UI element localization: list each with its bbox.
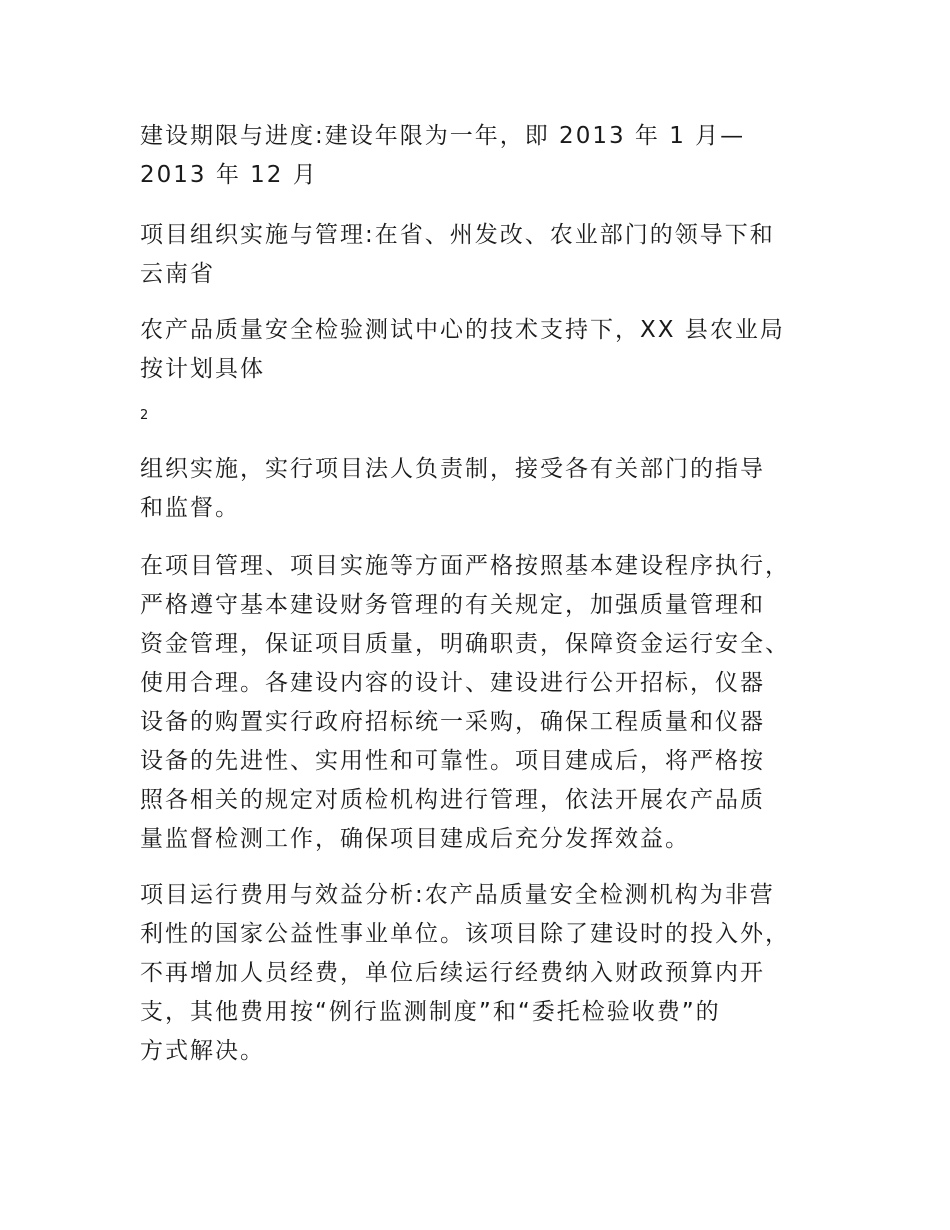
paragraph-line: 2013 年 12 月	[140, 162, 318, 188]
paragraph-line: 设备的先进性、实用性和可靠性。项目建成后，将严格按	[140, 748, 765, 774]
paragraph-line: 方式解决。	[140, 1038, 265, 1064]
paragraph-line: 不再增加人员经费，单位后续运行经费纳入财政预算内开	[140, 960, 765, 986]
paragraph-line: 组织实施，实行项目法人负责制，接受各有关部门的指导	[140, 456, 765, 482]
paragraph-line: 建设期限与进度:建设年限为一年，即 2013 年 1 月—	[140, 123, 746, 149]
paragraph-line: 云南省	[140, 261, 215, 287]
paragraph-line: 使用合理。各建设内容的设计、建设进行公开招标，仪器	[140, 670, 765, 696]
paragraph-line: 在项目管理、项目实施等方面严格按照基本建设程序执行，	[140, 553, 790, 579]
paragraph-line: 支，其他费用按“例行监测制度”和“委托检验收费”的	[140, 999, 721, 1025]
paragraph-line: 设备的购置实行政府招标统一采购，确保工程质量和仪器	[140, 709, 765, 735]
paragraph-line: 利性的国家公益性事业单位。该项目除了建设时的投入外，	[140, 921, 790, 947]
paragraph-line: 按计划具体	[140, 356, 265, 382]
paragraph-line: 量监督检测工作，确保项目建成后充分发挥效益。	[140, 826, 690, 852]
paragraph-line: 资金管理，保证项目质量，明确职责，保障资金运行安全、	[140, 631, 790, 657]
paragraph-line: 照各相关的规定对质检机构进行管理，依法开展农产品质	[140, 787, 765, 813]
paragraph-line: 和监督。	[140, 495, 240, 521]
page-number: 2	[140, 408, 149, 423]
paragraph-line: 项目组织实施与管理:在省、州发改、农业部门的领导下和	[140, 222, 775, 248]
paragraph-line: 项目运行费用与效益分析:农产品质量安全检测机构为非营	[140, 882, 775, 908]
paragraph-line: 农产品质量安全检验测试中心的技术支持下，XX 县农业局	[140, 317, 785, 343]
paragraph-line: 严格遵守基本建设财务管理的有关规定，加强质量管理和	[140, 592, 765, 618]
